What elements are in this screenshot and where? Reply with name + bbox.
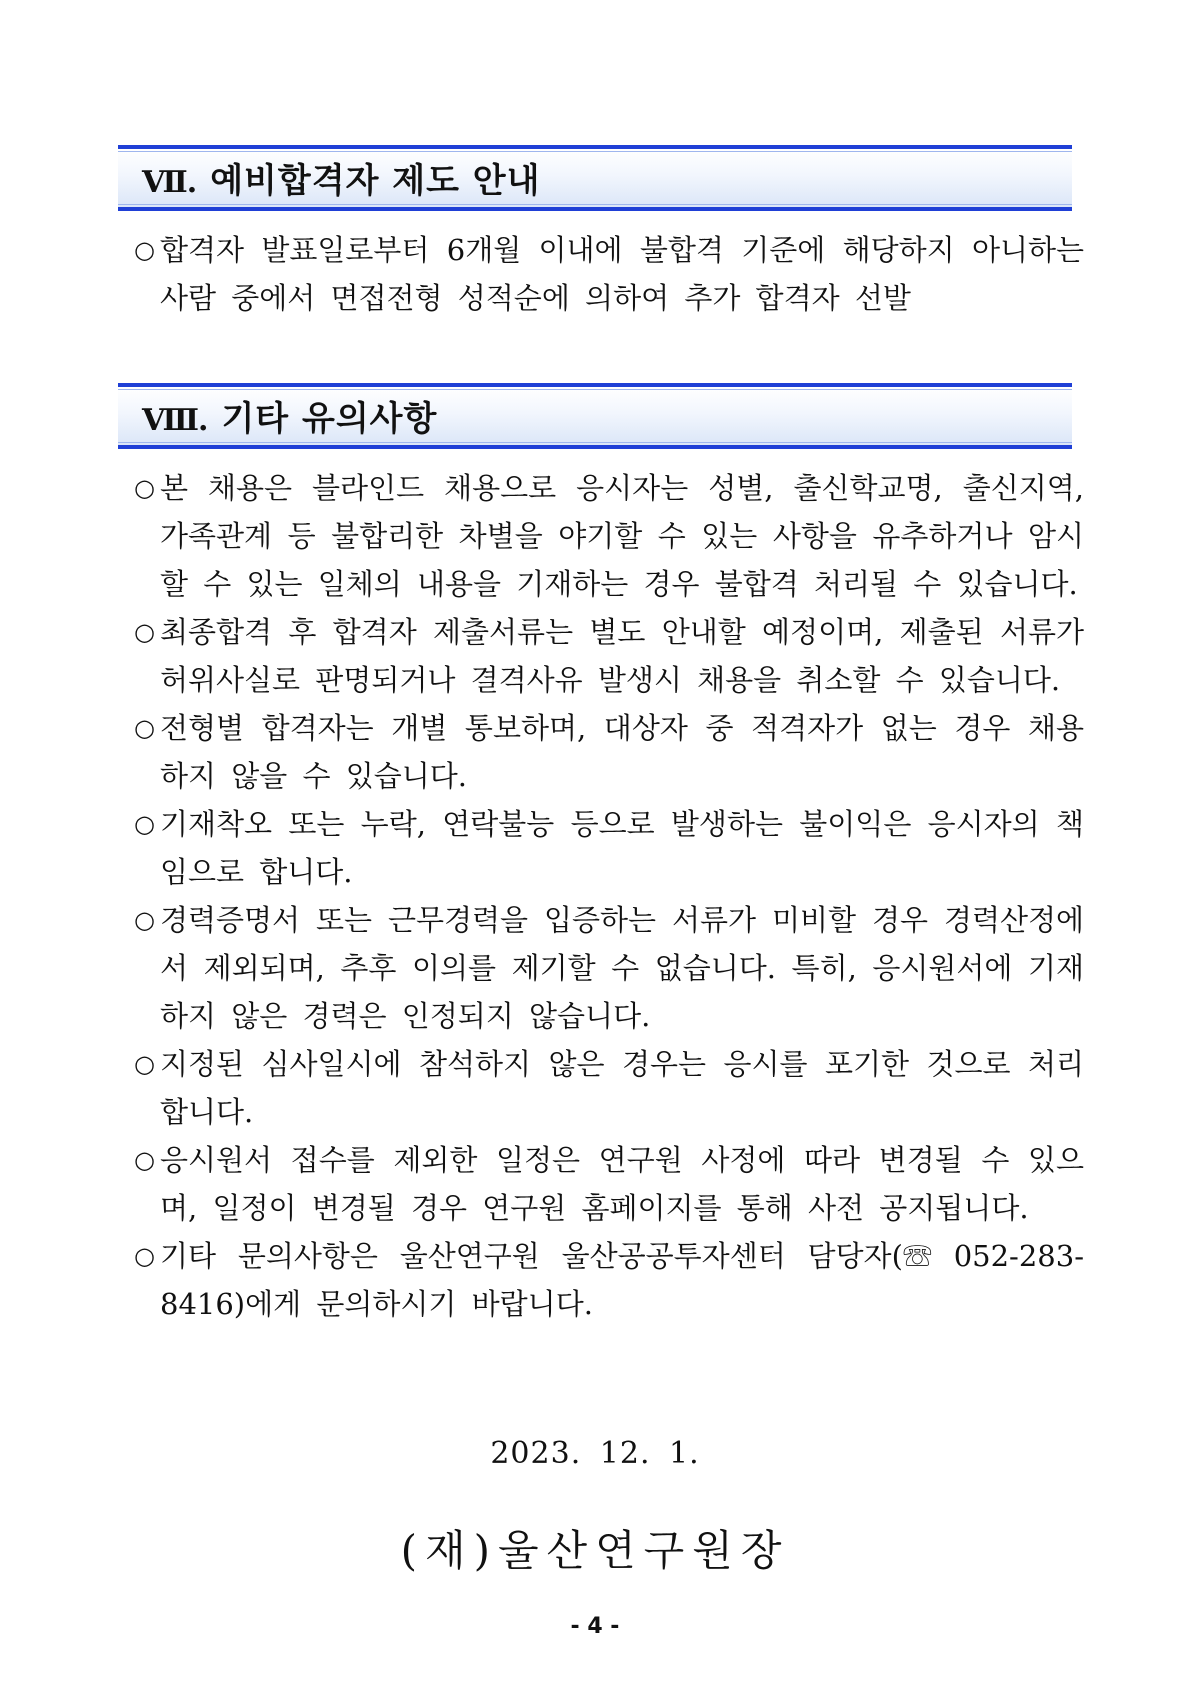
bullet-mark: ○: [134, 1050, 155, 1078]
bullet-item: [134, 896, 1084, 1040]
bullet-item: [134, 1232, 1084, 1328]
bullet-item: [134, 1040, 1084, 1136]
section-title-text: 기타 유의사항: [221, 399, 438, 439]
section-title-text: 예비합격자 제도 안내: [210, 161, 541, 201]
bullet-text: 본 채용은 블라인드 채용으로 응시자는 성별, 출신학교명, 출신지역, 가족관계 등 불합리한 차별을 야기할 수 있는 사항을 유추하거나 암시할 수 있는 일체의 내용을 기재하는 경우 불합격 처리될 수 있습니다.: [160, 471, 1084, 601]
bullet-item: [134, 608, 1084, 704]
bullet-item: [134, 800, 1084, 896]
bullet-mark: ○: [134, 906, 155, 934]
bullet-mark: ○: [134, 618, 155, 646]
bullet-item: [134, 464, 1084, 608]
bullet-item: [134, 704, 1084, 800]
bullet-mark: ○: [134, 714, 155, 742]
section-numeral: Ⅷ.: [142, 403, 208, 438]
bullet-text: 응시원서 접수를 제외한 일정은 연구원 사정에 따라 변경될 수 있으며, 일정이 변경될 경우 연구원 홈페이지를 통해 사전 공지됩니다.: [160, 1143, 1084, 1225]
bullet-mark: ○: [134, 1242, 155, 1270]
bullet-mark: ○: [134, 1146, 155, 1174]
bullet-item: [134, 226, 1084, 322]
bullet-item: [134, 1136, 1084, 1232]
bullet-text: 합격자 발표일로부터 6개월 이내에 불합격 기준에 해당하지 아니하는 사람 중에서 면접전형 성적순에 의하여 추가 합격자 선발: [160, 233, 1084, 315]
bullet-text: 지정된 심사일시에 참석하지 않은 경우는 응시를 포기한 것으로 처리합니다.: [160, 1047, 1084, 1129]
page-number: - 4 -: [570, 1614, 620, 1639]
bullet-text: 전형별 합격자는 개별 통보하며, 대상자 중 적격자가 없는 경우 채용하지 않을 수 있습니다.: [160, 711, 1084, 793]
bullet-mark: ○: [134, 810, 155, 838]
bullet-mark: ○: [134, 236, 155, 264]
header-inner-line: [118, 151, 1072, 152]
bullet-text: 최종합격 후 합격자 제출서류는 별도 안내할 예정이며, 제출된 서류가 허위사실로 판명되거나 결격사유 발생시 채용을 취소할 수 있습니다.: [160, 615, 1084, 697]
bullet-list-vii: [134, 226, 1084, 322]
bullet-text: 경력증명서 또는 근무경력을 입증하는 서류가 미비할 경우 경력산정에서 제외되며, 추후 이의를 제기할 수 없습니다. 특히, 응시원서에 기재하지 않은 경력은 인정되지 않습니다.: [160, 903, 1084, 1033]
section-numeral: Ⅶ.: [142, 165, 197, 200]
issuer-name: (재)울산연구원장: [400, 1526, 790, 1575]
header-inner-line: [118, 389, 1072, 390]
bullet-mark: ○: [134, 474, 155, 502]
bullet-list-viii: [134, 464, 1084, 1328]
section-title: [142, 159, 540, 205]
section-header-viii: [118, 383, 1072, 449]
bullet-text: 기재착오 또는 누락, 연락불능 등으로 발생하는 불이익은 응시자의 책임으로 합니다.: [160, 807, 1084, 889]
bullet-text: 기타 문의사항은 울산연구원 울산공공투자센터 담당자(☏ 052-283-8416)에게 문의하시기 바랍니다.: [160, 1239, 1084, 1321]
document-date: 2023. 12. 1.: [490, 1436, 700, 1471]
section-header-vii: [118, 145, 1072, 211]
section-title: [142, 397, 437, 443]
